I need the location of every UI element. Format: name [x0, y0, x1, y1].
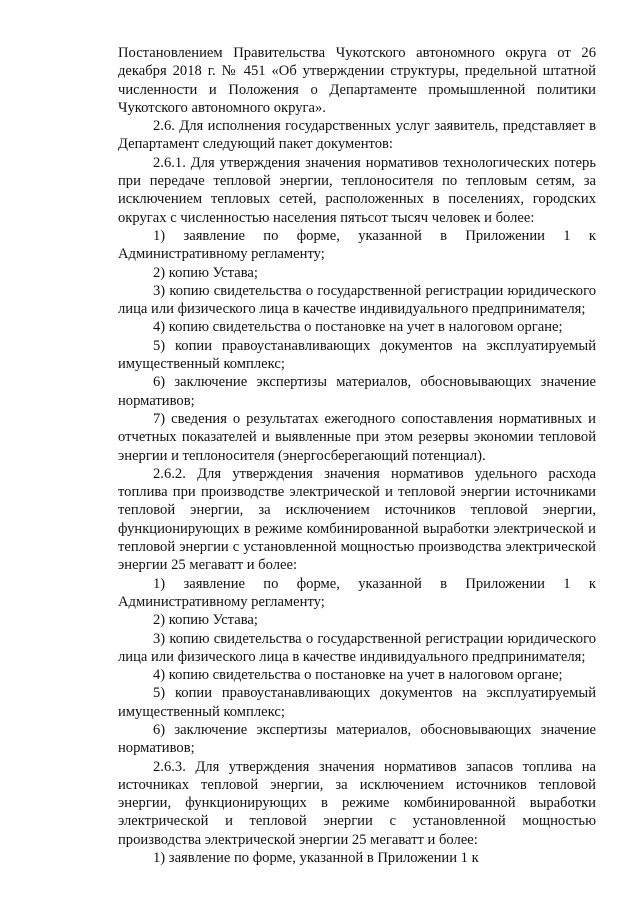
list-item-2-6-1-5: 5) копии правоустанавливающих документов на эксплуатируемый имущественный комплекс; [118, 337, 596, 373]
list-item-2-6-1-1: 1) заявление по форме, указанной в Приложении 1 к Административному регламенту; [118, 227, 596, 263]
list-item-2-6-1-4: 4) копию свидетельства о постановке на учет в налоговом органе; [153, 319, 563, 336]
paragraph-2-6: 2.6. Для исполнения государственных услуг заявитель, представляет в Департамент следующий пакет документов: [118, 118, 596, 153]
paragraph-2-6-3: 2.6.3. Для утверждения значения нормативов запасов топлива на источниках тепловой энергии, за исключением источников тепловой энергии, функционирующих в режиме комбинированной выработки электрической и тепловой энергии с установленной мощностью производства электрической энергии 25 мегаватт и более: [118, 758, 596, 848]
paragraph-intro-continuation: Постановлением Правительства Чукотского автономного округа от 26 декабря 2018 г. № 451 «Об утверждении структуры, предельной штатной численности и Положения о Департаменте промышленной политики Чукотского автономного округа». [118, 45, 596, 116]
document-body [118, 44, 596, 867]
list-item-2-6-2-6: 6) заключение экспертизы материалов, обосновывающих значение нормативов; [118, 721, 596, 757]
list-item-2-6-2-5: 5) копии правоустанавливающих документов на эксплуатируемый имущественный комплекс; [118, 685, 596, 720]
paragraph-2-6-2: 2.6.2. Для утверждения значения нормативов удельного расхода топлива при производстве электрической и тепловой энергии источниками тепловой энергии, за исключением источников тепловой энергии, функционирующих в режиме комбинированной выработки электрической и тепловой энергии с установленной мощностью производства электрической энергии 25 мегаватт и более: [118, 465, 596, 574]
list-item-2-6-2-4: 4) копию свидетельства о постановке на учет в налоговом органе; [153, 667, 563, 684]
list-item-2-6-1-2: 2) копию Устава; [153, 264, 258, 281]
list-item-2-6-2-3: 3) копию свидетельства о государственной регистрации юридического лица или физического лица в качестве индивидуального предпринимателя; [118, 630, 596, 665]
list-item-2-6-1-3: 3) копию свидетельства о государственной регистрации юридического лица или физического лица в качестве индивидуального предпринимателя; [118, 282, 596, 318]
list-item-2-6-2-1: 1) заявление по форме, указанной в Приложении 1 к Административному регламенту; [118, 575, 596, 610]
paragraph-2-6-1: 2.6.1. Для утверждения значения нормативов технологических потерь при передаче тепловой энергии, теплоносителя по тепловым сетям, за исключением тепловых сетей, расположенных в поселениях, городских округах с численностью населения пятьсот тысяч человек и более: [118, 154, 596, 226]
list-item-2-6-2-2: 2) копию Устава; [153, 612, 258, 629]
list-item-2-6-3-1: 1) заявление по форме, указанной в Приложении 1 к [153, 850, 479, 867]
list-item-2-6-1-6: 6) заключение экспертизы материалов, обосновывающих значение нормативов; [118, 374, 596, 409]
list-item-2-6-1-7: 7) сведения о результатах ежегодного сопоставления нормативных и отчетных показателей и выявленные при этом резервы экономии тепловой энергии и теплоносителя (энергосберегающий потенциал). [118, 410, 596, 464]
